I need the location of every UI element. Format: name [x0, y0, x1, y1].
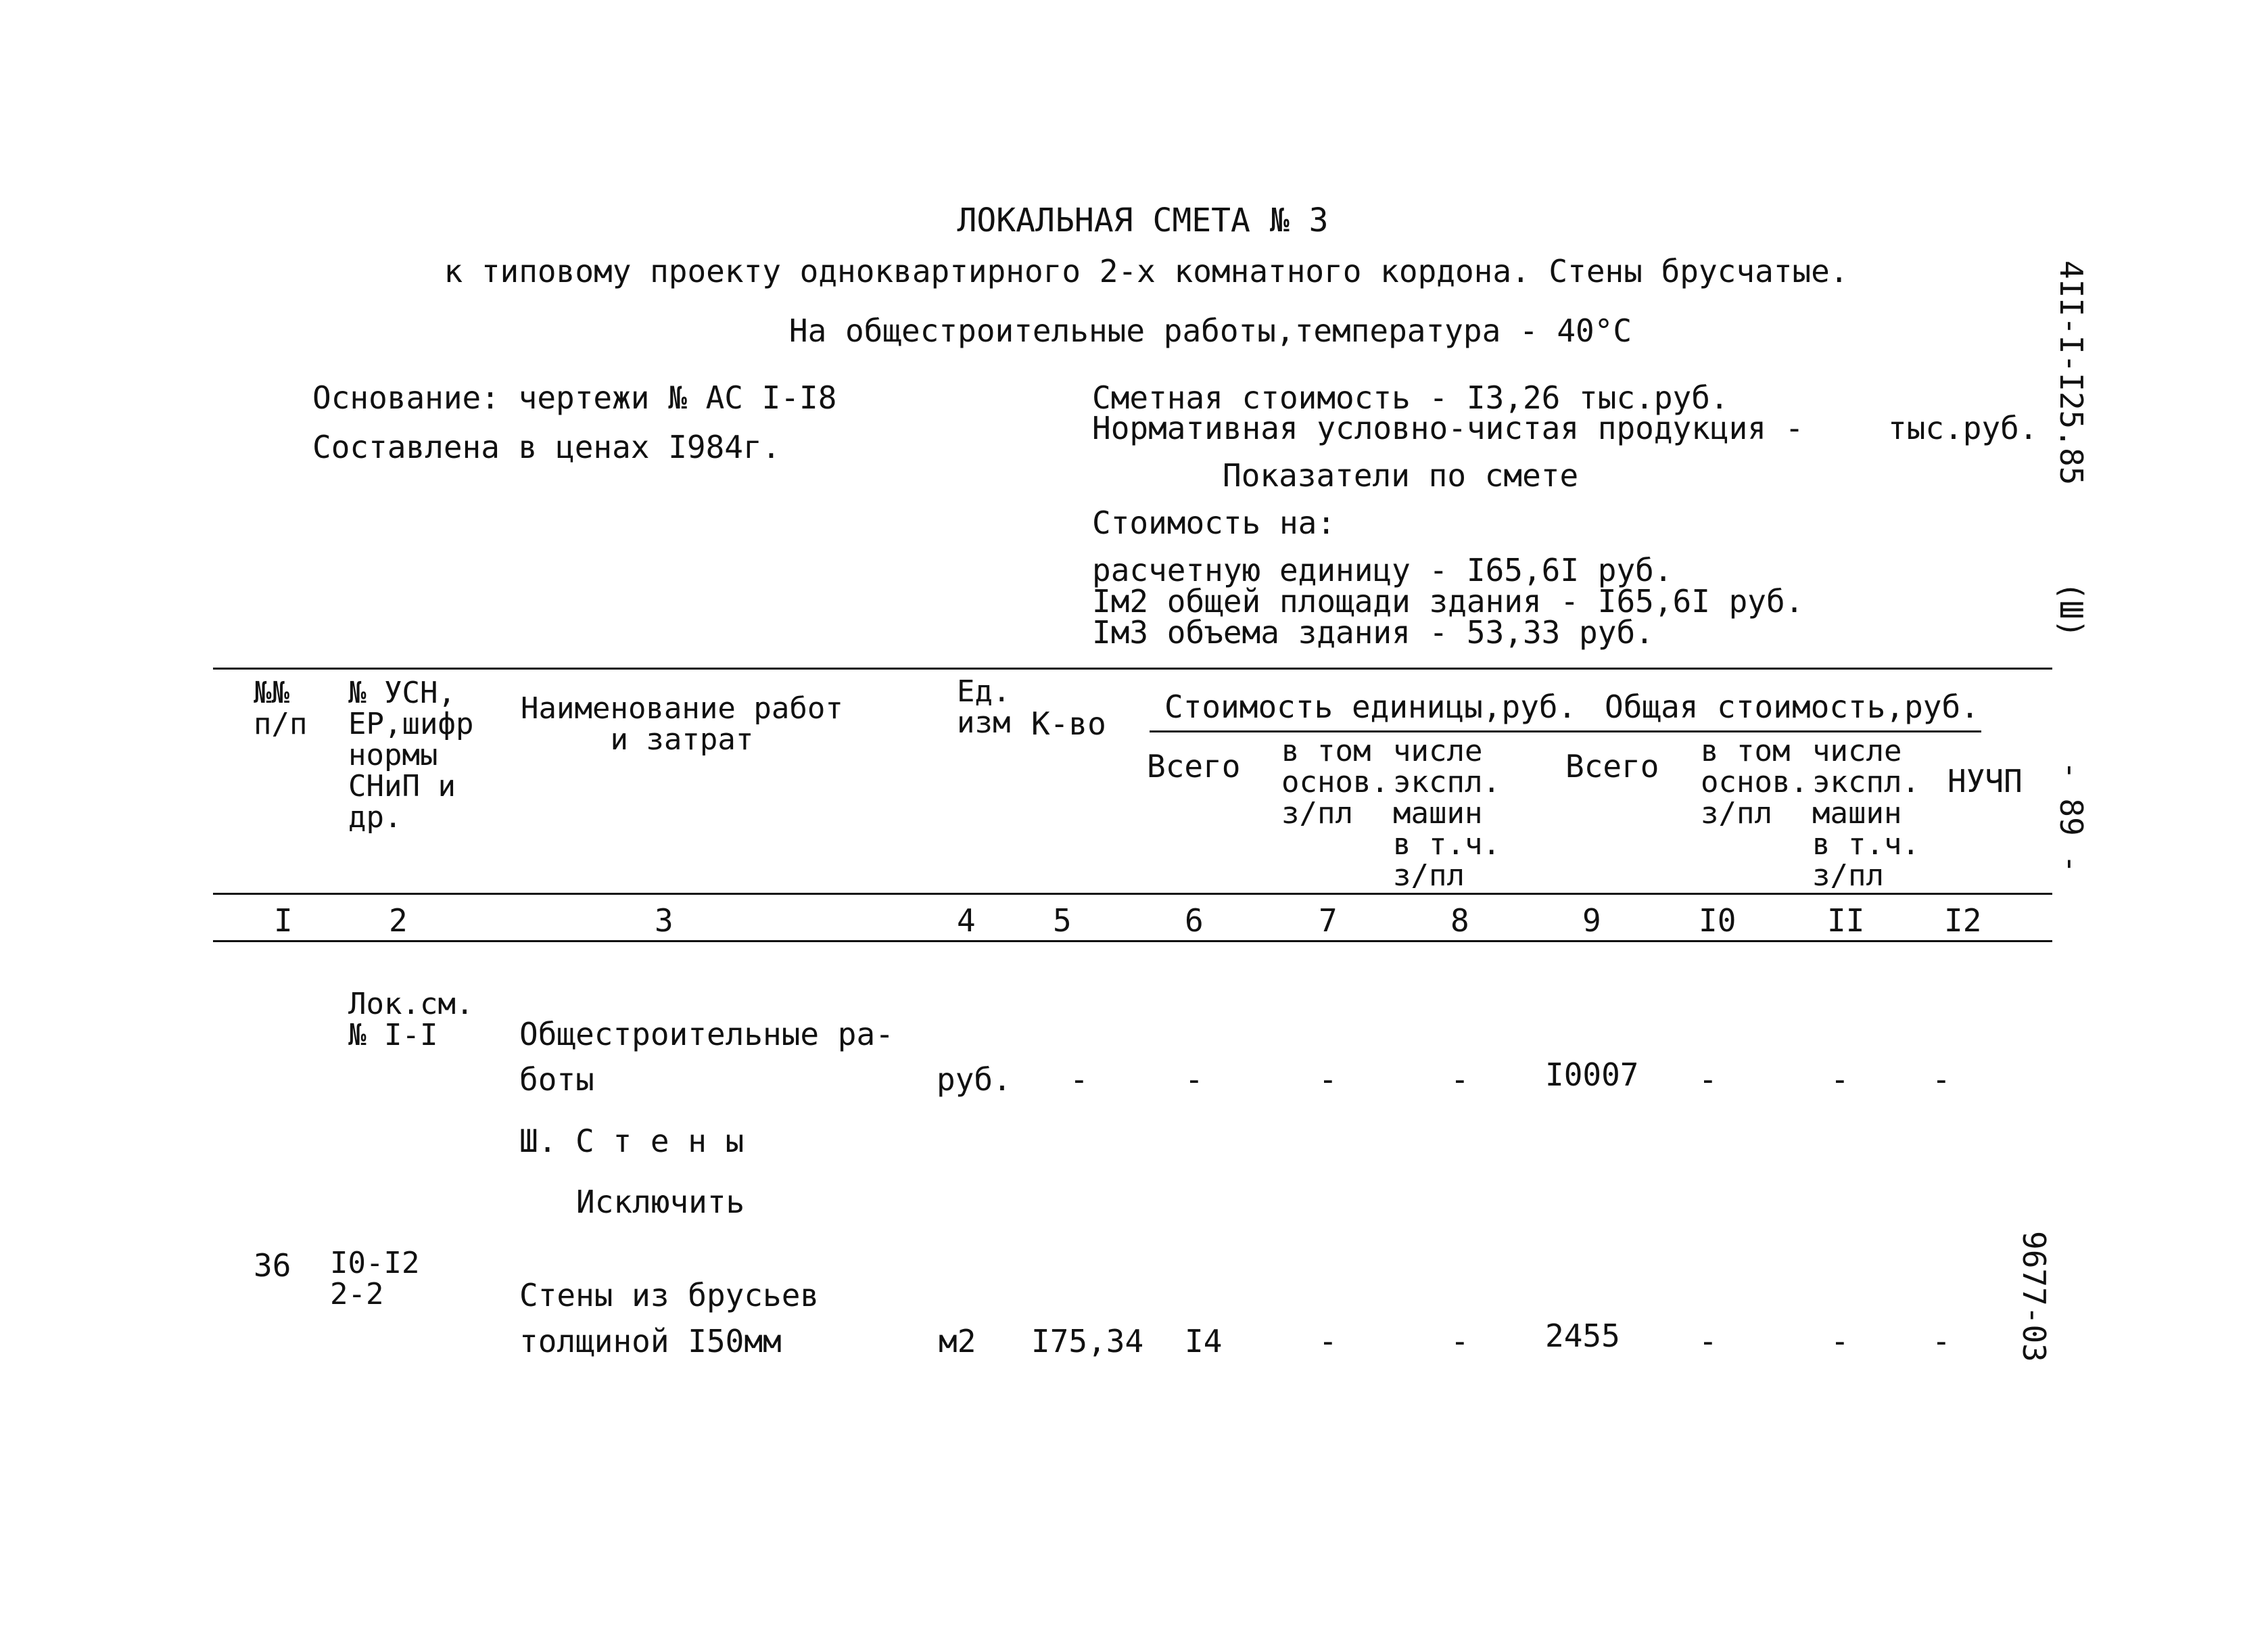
row2-unit-machines: - — [1450, 1323, 1469, 1359]
row2-unit-total: I4 — [1185, 1323, 1223, 1359]
row2-name-line1: Стены из брусьев — [519, 1277, 820, 1313]
header-total-total: Всего — [1565, 748, 1659, 785]
normative-production: Нормативная условно-чистая продукция - — [1092, 410, 1804, 446]
col-number-5: 5 — [1053, 902, 1072, 939]
row1-unit-salary: - — [1319, 1061, 1338, 1098]
header-qty: К-во — [1031, 705, 1106, 742]
archive-stamp: 9677-03 — [2016, 1231, 2052, 1362]
header-unit: Ед. изм — [957, 674, 1011, 740]
cost-per-m3: Iм3 объема здания - 53,33 руб. — [1092, 614, 1654, 651]
document-subtitle: к типовому проекту одноквартирного 2-х комнатного кордона. Стены брусчатые. — [444, 253, 1849, 289]
header-code: № УСН, ЕР,шифр нормы СНиП и др. — [348, 676, 474, 835]
col-number-12: I2 — [1944, 902, 1982, 939]
row2-num: 36 — [254, 1247, 291, 1284]
row2-qty: I75,34 — [1031, 1323, 1144, 1359]
normative-unit: тыс.руб. — [1888, 410, 2038, 446]
row1-unit-total: - — [1185, 1061, 1204, 1098]
header-unit-machines: числе экспл. машин в т.ч. з/пл — [1393, 734, 1501, 893]
header-unit-cost-group: Стоимость единицы,руб. — [1164, 689, 1577, 725]
row1-name-line1: Общестроительные ра- — [519, 1016, 894, 1052]
col-number-11: II — [1827, 902, 1865, 939]
row2-total: 2455 — [1545, 1318, 1620, 1354]
page-number: - 89 - — [2053, 761, 2089, 874]
header-bottom-rule — [213, 893, 2052, 895]
col-number-3: 3 — [655, 902, 674, 939]
row1-unit-machines: - — [1450, 1061, 1469, 1098]
header-total-salary: в том основ. з/пл — [1701, 734, 1808, 831]
row1-nuchp: - — [1932, 1061, 1951, 1098]
header-nuchp: НУЧП — [1947, 763, 2023, 799]
prices-line: Составлена в ценах I984г. — [312, 429, 781, 465]
row2-unit-salary: - — [1319, 1323, 1338, 1359]
row2-code: I0-I2 2-2 — [330, 1246, 420, 1311]
table-top-rule — [213, 668, 2052, 670]
basis-line: Основание: чертежи № АС I-I8 — [312, 379, 837, 416]
col-number-4: 4 — [957, 902, 976, 939]
col-number-2: 2 — [389, 902, 408, 939]
row1-name-line2: боты — [519, 1061, 594, 1098]
row1-unit: руб. — [937, 1061, 1012, 1098]
header-total-cost-group: Общая стоимость,руб. — [1605, 689, 1979, 725]
row2-nuchp: - — [1932, 1323, 1951, 1359]
header-total-machines: числе экспл. машин в т.ч. з/пл — [1812, 734, 1920, 893]
work-type: На общестроительные работы,температура - 40°C — [788, 312, 1632, 349]
col-number-10: I0 — [1699, 902, 1737, 939]
column-numbers-rule — [213, 940, 2052, 942]
cost-on-label: Стоимость на: — [1092, 505, 1336, 541]
col-number-8: 8 — [1450, 902, 1469, 939]
row1-total-salary: - — [1699, 1061, 1718, 1098]
document-code: 4II-I-I25.85 — [2053, 260, 2089, 486]
row1-total-machines: - — [1830, 1061, 1849, 1098]
cost-per-unit: расчетную единицу - I65,6I руб. — [1092, 552, 1673, 588]
exclude-label: Исключить — [576, 1184, 745, 1220]
row2-total-machines: - — [1830, 1323, 1849, 1359]
col-number-9: 9 — [1582, 902, 1601, 939]
col-number-7: 7 — [1319, 902, 1338, 939]
header-unit-total: Всего — [1147, 748, 1241, 785]
col-number-1: I — [274, 902, 293, 939]
estimated-cost: Сметная стоимость - I3,26 тыс.руб. — [1092, 379, 1729, 416]
header-num: №№ п/п — [254, 676, 308, 741]
row2-unit: м2 — [939, 1323, 976, 1359]
cost-per-m2: Iм2 общей площади здания - I65,6I руб. — [1092, 583, 1804, 620]
cost-group-underline — [1150, 730, 1981, 732]
col-number-6: 6 — [1185, 902, 1204, 939]
section-title: Ш. С т е н ы — [519, 1123, 745, 1159]
row2-name-line2: толщиной I50мм — [519, 1323, 782, 1359]
indicators-title: Показатели по смете — [1223, 457, 1579, 494]
document-part: (Ш) — [2053, 582, 2089, 638]
header-unit-salary: в том основ. з/пл — [1281, 734, 1389, 831]
document-title: ЛОКАЛЬНАЯ СМЕТА № 3 — [957, 202, 1329, 239]
row1-total: I0007 — [1545, 1056, 1639, 1093]
row2-total-salary: - — [1699, 1323, 1718, 1359]
row1-qty: - — [1070, 1061, 1089, 1098]
row1-code: Лок.см. № I-I — [348, 987, 474, 1052]
header-name: Наименование работ и затрат — [521, 691, 843, 757]
